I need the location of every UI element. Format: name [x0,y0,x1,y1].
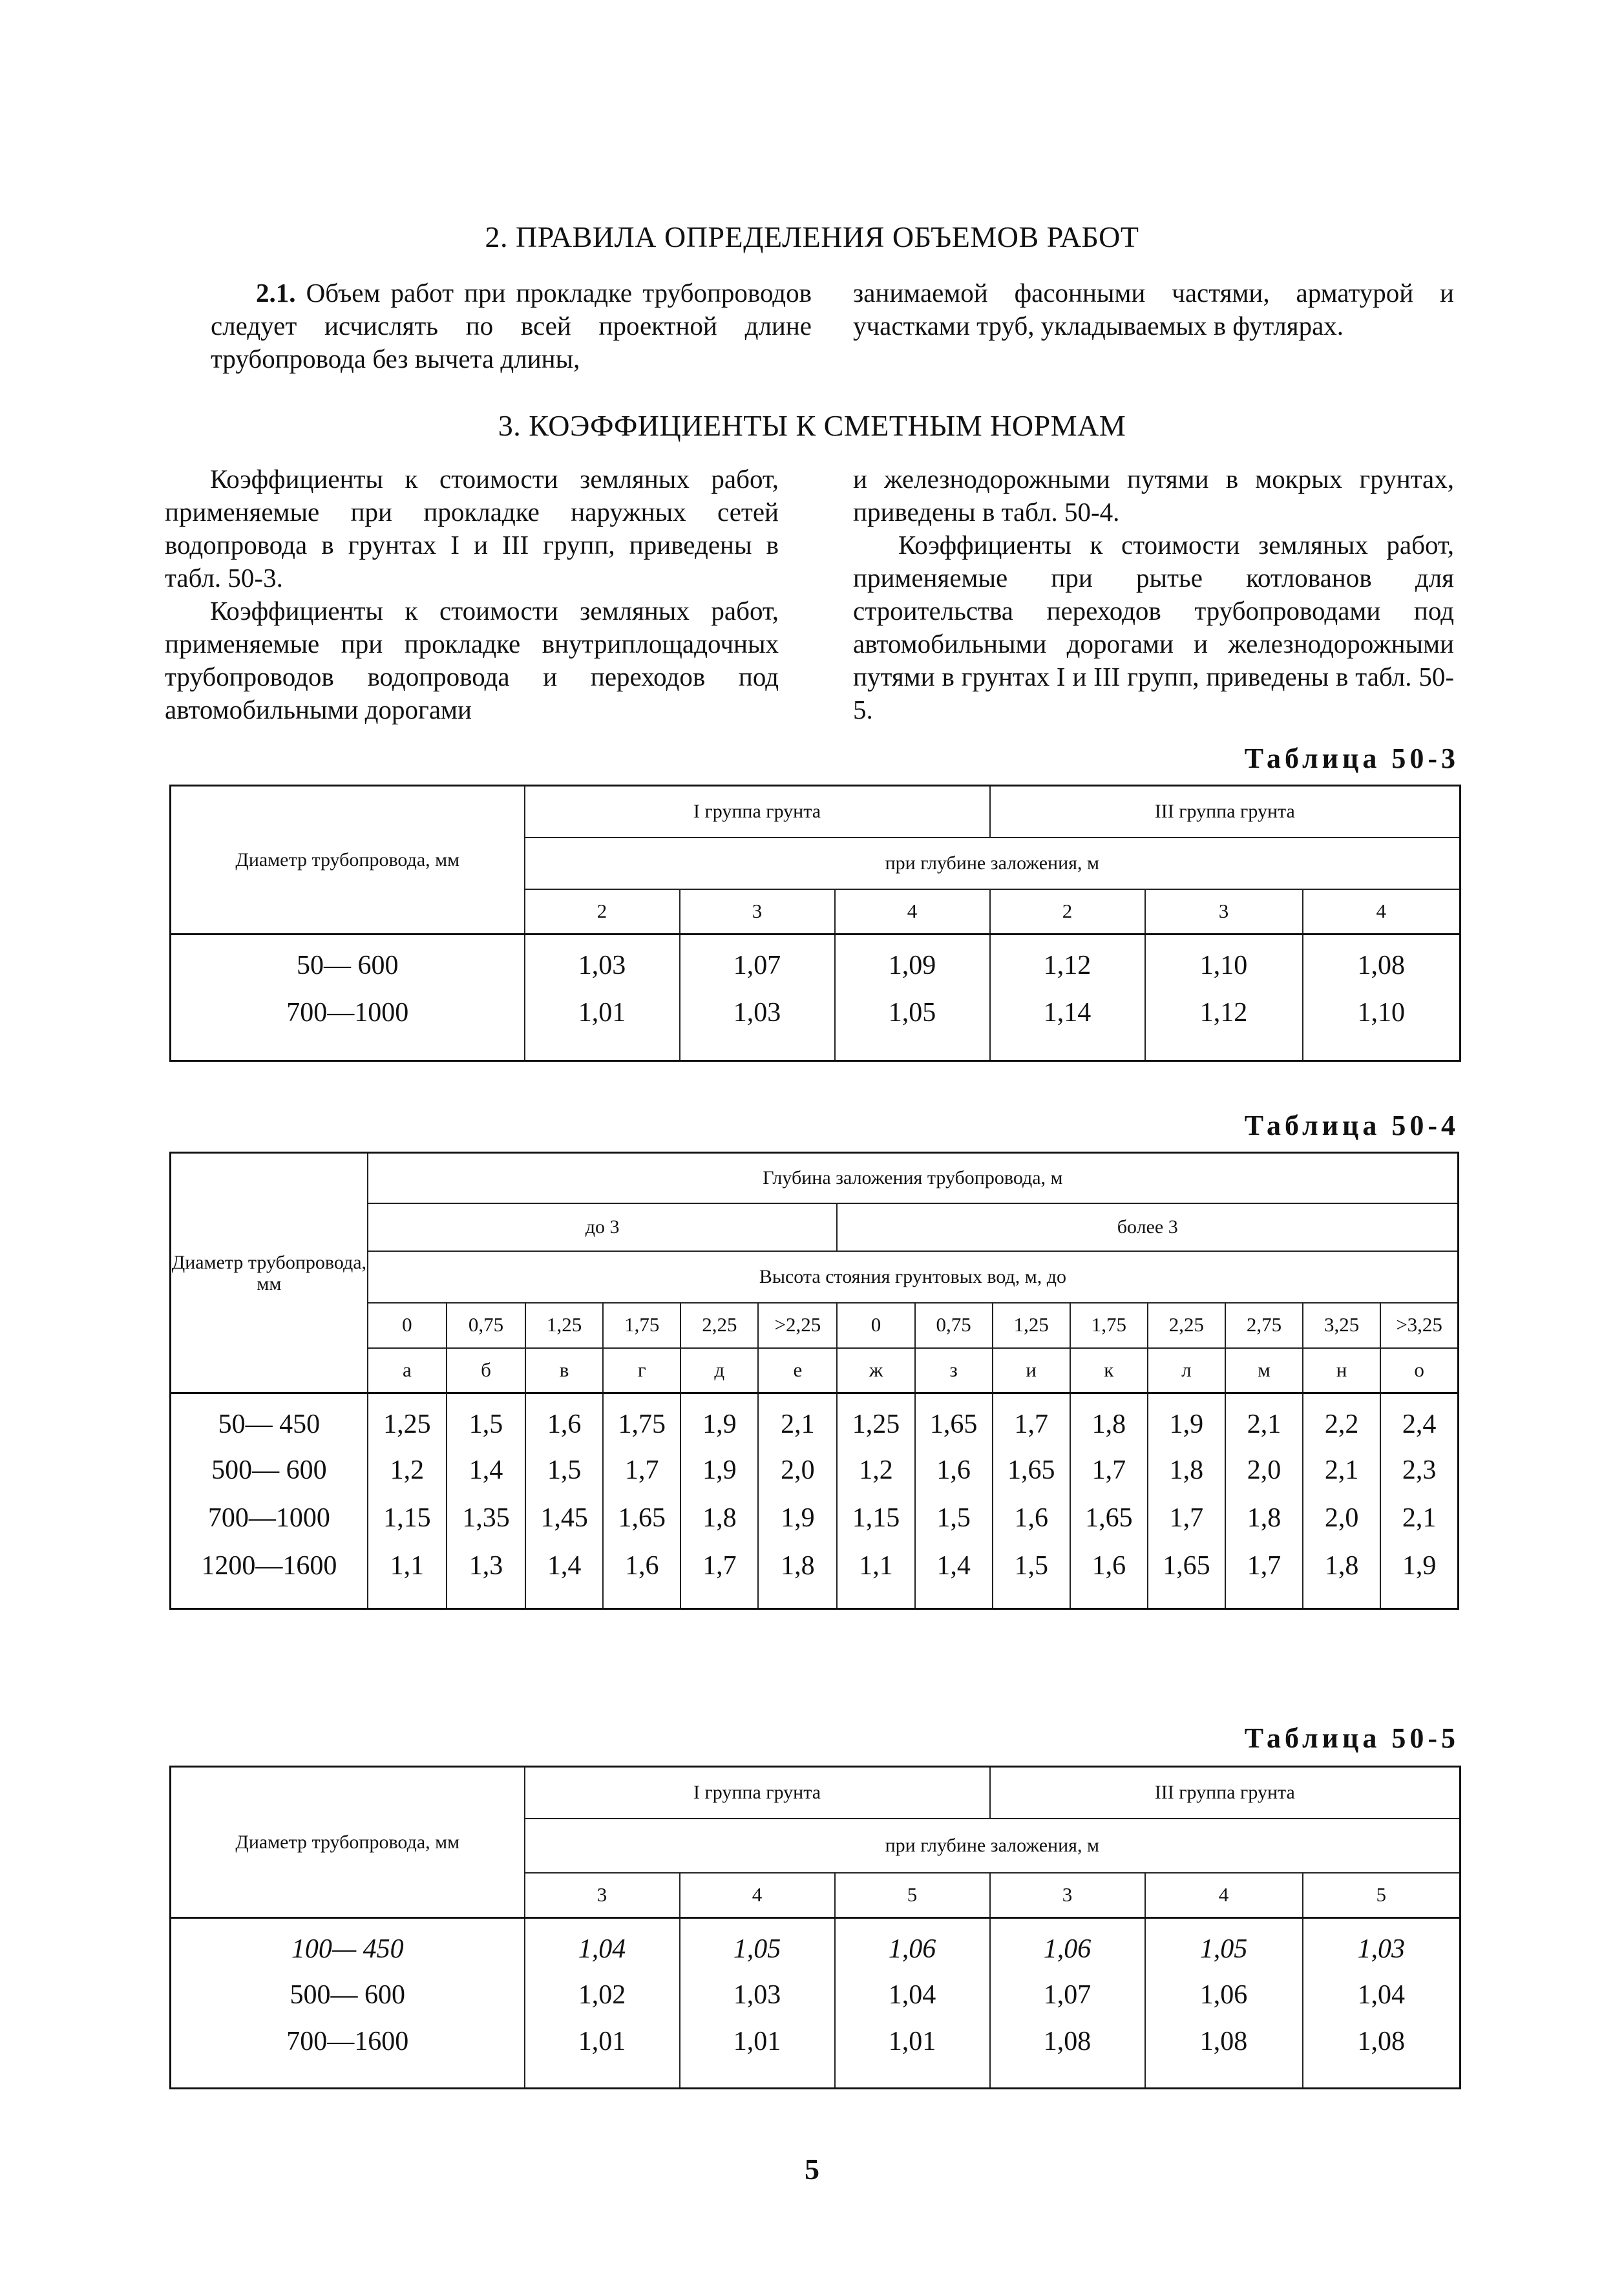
paragraph-number: 2.1. [256,278,296,308]
table-50-5-depth: 3 [990,1873,1145,1918]
table-50-4-letter: о [1380,1348,1458,1393]
table-50-4-caption: Таблица 50-4 [1244,1110,1459,1141]
table-50-4-level: 3,25 [1303,1303,1380,1348]
table-50-4-letter: г [603,1348,680,1393]
table-50-3-depth: 2 [525,889,680,934]
table-50-3-depth: 2 [990,889,1145,934]
table-50-4-level: 2,25 [680,1303,758,1348]
table-50-3-depth: 3 [1145,889,1303,934]
table-50-4-depth-header: Глубина заложения трубопровода, м [368,1153,1459,1203]
table-50-5-diameter-cell: 100— 450 [171,1918,525,1980]
table-50-3-group-3-header: III группа грунта [990,786,1461,838]
table-50-4-level: 1,75 [1070,1303,1148,1348]
table-50-5-cell: 1,08 [1145,2027,1303,2089]
table-50-4-cell: 2,2 [1303,1393,1380,1455]
table-50-4-cell: 1,4 [525,1551,603,1609]
table-50-4-level: 0 [368,1303,447,1348]
table-50-4-letter: б [447,1348,525,1393]
table-50-3-cell: 1,08 [1303,934,1461,998]
table-row [171,1551,1459,1609]
section-2-right-column [853,277,1454,343]
table-50-4-letter: л [1148,1348,1225,1393]
table-50-4-letter: в [525,1348,603,1393]
table-50-5-cell: 1,06 [990,1918,1145,1980]
table-50-4-cell: 1,8 [1225,1503,1303,1551]
table-50-4-diameter-cell: 700—1000 [171,1503,368,1551]
table-50-4-cell: 1,75 [603,1393,680,1455]
table-50-3-cell: 1,03 [680,998,835,1061]
table-50-5-cell: 1,02 [525,1980,680,2027]
table-50-4-cell: 1,8 [1148,1455,1225,1503]
table-50-4-letter: а [368,1348,447,1393]
table-50-4-cell: 1,35 [447,1503,525,1551]
table-50-4-level: 0,75 [447,1303,525,1348]
table-50-4-level: 1,75 [603,1303,680,1348]
table-50-4-cell: 1,15 [368,1503,447,1551]
table-50-4-cell: 1,7 [993,1393,1070,1455]
table-50-4-over-3-header: более 3 [837,1203,1458,1251]
table-50-4-letter: ж [837,1348,914,1393]
table-50-5-depth-header: при глубине заложения, м [525,1819,1461,1873]
table-50-5-cell: 1,05 [680,1918,835,1980]
table-50-4-cell: 1,65 [1148,1551,1225,1609]
table-50-4-cell: 2,1 [1380,1503,1458,1551]
table-50-4-level: 1,25 [993,1303,1070,1348]
table-50-4-level: 0,75 [915,1303,993,1348]
table-50-3-depth: 4 [1303,889,1461,934]
table-50-4-cell: 1,7 [1148,1503,1225,1551]
table-50-4-level: 1,25 [525,1303,603,1348]
table-50-4-cell: 1,45 [525,1503,603,1551]
table-50-4-cell: 1,65 [915,1393,993,1455]
table-50-4-cell: 2,1 [1225,1393,1303,1455]
table-50-3-caption: Таблица 50-3 [1244,743,1459,774]
table-50-3-depth: 4 [835,889,990,934]
table-50-4-cell: 1,9 [758,1503,837,1551]
table-50-4-cell: 2,3 [1380,1455,1458,1503]
table-50-3-cell: 1,10 [1303,998,1461,1061]
section-2-left-text: Объем работ при прокладке трубопроводов следует исчислять по всей проектной длине трубопровода без вычета длины, [211,278,812,374]
table-50-4-letter: м [1225,1348,1303,1393]
table-50-5-group-1-header: I группа грунта [525,1767,990,1819]
table-50-4-cell: 1,9 [680,1393,758,1455]
table-50-4-cell: 1,15 [837,1503,914,1551]
table-50-4-level: 0 [837,1303,914,1348]
table-50-5-depth: 3 [525,1873,680,1918]
table-50-4-level: >2,25 [758,1303,837,1348]
table-50-5-cell: 1,05 [1145,1918,1303,1980]
table-50-4-diameter-header: Диаметр трубопровода, мм [171,1153,368,1393]
table-50-4-letter: и [993,1348,1070,1393]
table-50-4-cell: 1,25 [368,1393,447,1455]
section-3-left-column [165,463,779,726]
table-50-4-cell: 1,7 [1225,1551,1303,1609]
table-50-4-cell: 1,3 [447,1551,525,1609]
table-50-3-cell: 1,07 [680,934,835,998]
table-50-5-cell: 1,04 [835,1980,990,2027]
table-50-4-letter: д [680,1348,758,1393]
table-50-4-cell: 1,2 [837,1455,914,1503]
table-50-3-depth-header: при глубине заложения, м [525,838,1461,889]
section-3-left-p2: Коэффициенты к стоимости земляных работ, применяемые при прокладке внутриплощадочных трубопроводов водопровода и переходов под автомобильными дорогами [165,596,779,724]
table-50-5-diameter-cell: 500— 600 [171,1980,525,2027]
table-50-4-cell: 2,0 [758,1455,837,1503]
table-50-4-cell: 1,8 [1303,1551,1380,1609]
table-50-4-up-to-3-header: до 3 [368,1203,838,1251]
table-50-5-cell: 1,06 [835,1918,990,1980]
table-50-3-cell: 1,05 [835,998,990,1061]
table-50-5-cell: 1,03 [680,1980,835,2027]
table-row [171,1393,1459,1455]
table-50-4-cell: 1,5 [993,1551,1070,1609]
table-50-4-cell: 1,6 [993,1503,1070,1551]
table-50-3-cell: 1,12 [990,934,1145,998]
table-50-4-cell: 1,7 [1070,1455,1148,1503]
table-50-5-cell: 1,01 [525,2027,680,2089]
table-50-3-diameter-cell: 700—1000 [171,998,525,1061]
table-50-5-group-3-header: III группа грунта [990,1767,1461,1819]
table-50-5-depth: 4 [680,1873,835,1918]
table-50-4-level: 2,25 [1148,1303,1225,1348]
table-50-4-cell: 1,5 [447,1393,525,1455]
table-50-4-cell: 1,6 [1070,1551,1148,1609]
table-50-5-cell: 1,07 [990,1980,1145,2027]
table-50-3-cell: 1,12 [1145,998,1303,1061]
table-50-4-cell: 2,1 [1303,1455,1380,1503]
table-50-5-cell: 1,08 [1303,2027,1461,2089]
table-50-4-cell: 1,4 [915,1551,993,1609]
table-50-4-cell: 1,65 [993,1455,1070,1503]
table-50-4-letter: н [1303,1348,1380,1393]
table-50-4-cell: 1,9 [1148,1393,1225,1455]
table-50-4-cell: 1,9 [1380,1551,1458,1609]
table-50-5-caption: Таблица 50-5 [1244,1722,1459,1754]
table-50-5-cell: 1,04 [525,1918,680,1980]
table-50-4-cell: 1,7 [603,1455,680,1503]
table-50-3-depth: 3 [680,889,835,934]
table-row [171,1980,1461,2027]
table-50-5-cell: 1,01 [680,2027,835,2089]
table-50-5-diameter-cell: 700—1600 [171,2027,525,2089]
table-50-3-cell: 1,03 [525,934,680,998]
table-50-4-cell: 1,65 [603,1503,680,1551]
table-50-4-cell: 1,8 [1070,1393,1148,1455]
table-50-4-cell: 1,6 [915,1455,993,1503]
table-50-4-cell: 1,5 [915,1503,993,1551]
table-50-4-diameter-cell: 1200—1600 [171,1551,368,1609]
table-50-4-groundwater-header: Высота стояния грунтовых вод, м, до [368,1251,1459,1303]
table-50-4-diameter-cell: 500— 600 [171,1455,368,1503]
table-50-3-cell: 1,01 [525,998,680,1061]
table-50-4-cell: 2,4 [1380,1393,1458,1455]
table-50-5-cell: 1,04 [1303,1980,1461,2027]
table-50-3 [169,785,1461,1062]
table-50-5-depth: 5 [835,1873,990,1918]
section-2-left-column [211,277,812,375]
table-row [171,998,1461,1061]
table-50-4-cell: 1,25 [837,1393,914,1455]
table-row [171,1455,1459,1503]
table-50-4-letter: е [758,1348,837,1393]
table-50-4-cell: 1,9 [680,1455,758,1503]
table-50-4-cell: 1,7 [680,1551,758,1609]
table-row [171,1503,1459,1551]
table-50-4-cell: 1,1 [837,1551,914,1609]
table-50-4-cell: 1,65 [1070,1503,1148,1551]
table-50-5 [169,1766,1461,2089]
section-3-right-column [853,463,1454,726]
table-50-4-letter: к [1070,1348,1148,1393]
table-50-4-cell: 1,8 [680,1503,758,1551]
section-3-heading: 3. КОЭФФИЦИЕНТЫ К СМЕТНЫМ НОРМАМ [498,409,1126,442]
table-50-5-depth: 4 [1145,1873,1303,1918]
section-3-right-p1: и железнодорожными путями в мокрых грунтах, приведены в табл. 50-4. [853,464,1454,527]
table-50-3-group-1-header: I группа грунта [525,786,990,838]
table-50-4-cell: 1,2 [368,1455,447,1503]
table-50-5-depth: 5 [1303,1873,1461,1918]
section-3-left-p1: Коэффициенты к стоимости земляных работ, применяемые при прокладке наружных сетей водопровода в грунтах I и III групп, приведены в табл. 50-3. [165,464,779,593]
table-50-5-cell: 1,08 [990,2027,1145,2089]
table-row [171,934,1461,998]
table-50-4-cell: 2,1 [758,1393,837,1455]
table-50-5-diameter-header: Диаметр трубопровода, мм [171,1767,525,1918]
table-50-4-cell: 1,4 [447,1455,525,1503]
table-50-4 [169,1152,1459,1610]
table-50-3-cell: 1,14 [990,998,1145,1061]
table-row [171,2027,1461,2089]
section-3-right-p2: Коэффициенты к стоимости земляных работ, применяемые при рытье котлованов для строительства переходов трубопроводами под автомобильными дорогами и железнодорожными путями в грунтах I и III групп, приведены в табл. 50-5. [853,530,1454,724]
table-50-3-diameter-header: Диаметр трубопровода, мм [171,786,525,934]
table-50-3-diameter-cell: 50— 600 [171,934,525,998]
table-50-3-cell: 1,09 [835,934,990,998]
table-50-4-diameter-cell: 50— 450 [171,1393,368,1455]
section-2-heading: 2. ПРАВИЛА ОПРЕДЕЛЕНИЯ ОБЪЕМОВ РАБОТ [485,220,1139,253]
table-50-4-cell: 2,0 [1225,1455,1303,1503]
table-row [171,1918,1461,1980]
table-50-4-cell: 1,6 [525,1393,603,1455]
table-50-4-cell: 1,6 [603,1551,680,1609]
table-50-5-cell: 1,06 [1145,1980,1303,2027]
table-50-4-cell: 1,1 [368,1551,447,1609]
table-50-4-level: 2,75 [1225,1303,1303,1348]
table-50-4-cell: 1,8 [758,1551,837,1609]
table-50-4-cell: 2,0 [1303,1503,1380,1551]
section-2-right-text: занимаемой фасонными частями, арматурой и участками труб, укладываемых в футлярах. [853,278,1454,341]
table-50-4-letter: з [915,1348,993,1393]
table-50-4-cell: 1,5 [525,1455,603,1503]
table-50-3-cell: 1,10 [1145,934,1303,998]
table-50-5-cell: 1,01 [835,2027,990,2089]
table-50-4-level: >3,25 [1380,1303,1458,1348]
table-50-5-cell: 1,03 [1303,1918,1461,1980]
page-number: 5 [805,2153,819,2186]
